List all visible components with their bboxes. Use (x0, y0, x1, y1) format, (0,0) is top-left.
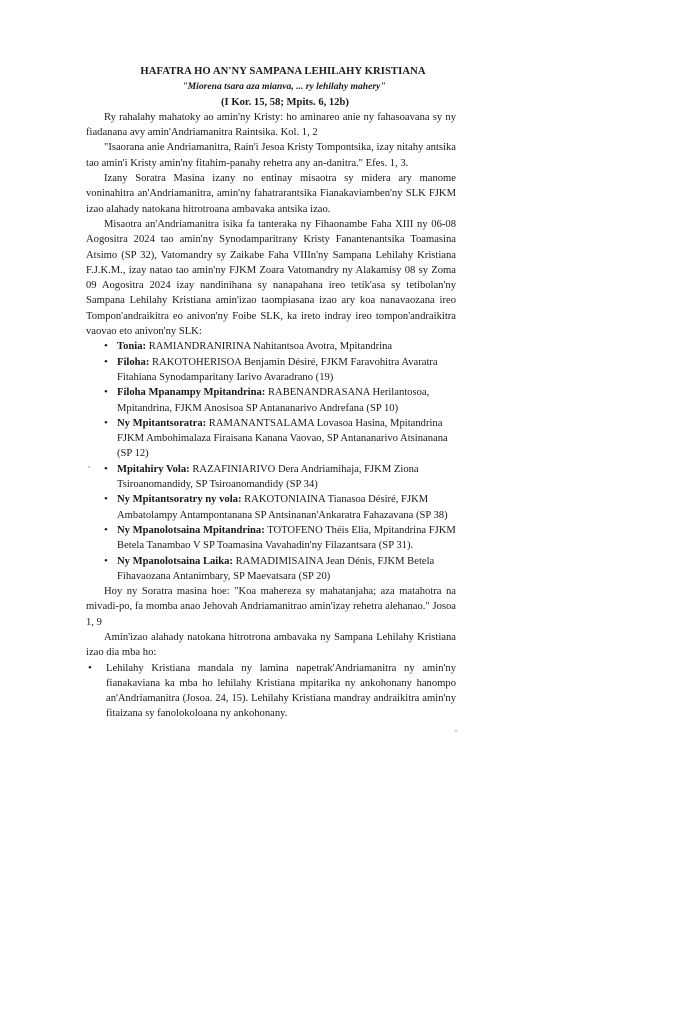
member-detail: RAMADIMISAINA Jean Dénis, FJKM Betela Fihavaozana Antanimbary, SP Maevatsara (SP 20) (117, 555, 435, 582)
leaders-list (86, 339, 456, 584)
list-item (104, 492, 456, 523)
principles-list (86, 661, 456, 722)
closing-verse-paragraph: Hoy ny Soratra masina hoe: "Koa mahereza sy mahatanjaha; aza matahotra na mivadi-po, fa momba anao Jehovah Andriamanitrao amin'izay rehetra alehanao." Josoa 1, 9 (86, 586, 456, 628)
document-body (86, 64, 456, 722)
member-role: Ny Mpanolotsaina Laika: (117, 555, 233, 567)
list-item: • Lehilahy Kristiana mandala ny lamina napetrak'Andriamanitra ny amin'ny fianakaviana ka mba ho lehilahy Kristiana mpitarika ny ankohonany hanompo an'Andriamanitra (Josoa. 24, 15). Lehilahy Kristiana mandray andraikitra amin'ny fitaizana sy fanolokoloana ny ankohonany. (86, 661, 456, 722)
list-item (104, 462, 456, 493)
member-role: Mpitahiry Vola: (117, 463, 190, 475)
member-role: Tonia: (117, 341, 147, 353)
assembly-paragraph: Misaotra an'Andriamanitra isika fa tanteraka ny Fihaonambe Faha XIII ny 06-08 Aogositra 2024 tao amin'ny Synodamparitrany Kristy Fanantenantsika Toamasina Atsimo (SP 32), Vatomandry sy Zaikabe Faha VIIIn'ny Sampana Lehilahy Kristiana F.J.K.M., izay natao tao amin'ny FJKM Zoara Vatomandry ny Alakamisy 08 sy Zoma 09 Aogositra 2024 izay nandinihana sy nanapahana ireo tetik'asa sy tetibolan'ny Sampana Lehilahy Kristiana amin'izao taompiasana izao ary koa nanavaozana ireo Tompon'andraikitra eo anivon'ny Foibe SLK, ka ireto indray ireo tompon'andraikitra vaovao eto anivon'ny SLK: (86, 218, 456, 338)
list-item (104, 554, 456, 585)
bible-reference: (I Kor. 15, 58; Mpits. 6, 12b) (221, 96, 349, 108)
member-detail: RABENANDRASANA Herilantosoa, Mpitandrina, FJKM Anosisoa SP Antananarivo Andrefana (SP 10) (117, 387, 430, 414)
member-role: Ny Mpanolotsaina Mpitandrina: (117, 524, 265, 536)
scripture-quote-paragraph: "Isaorana anie Andriamanitra, Rain'i Jesoa Kristy Tompontsika, izay nitahy antsika tao amin'i Kristy amin'ny fitahim-panahy rehetra any an-danitra." Efes. 1, 3. (86, 142, 456, 169)
greeting-paragraph: Ry rahalahy mahatoky ao amin'ny Kristy: ho aminareo anie ny fahasoavana sy ny fiadanana avy amin'Andriamanitra Raintsika. Kol. 1, 2 (86, 111, 456, 139)
member-detail: TOTOFENO Théis Elia, Mpitandrina FJKM Betela Tanambao V SP Toamasina Vavahadin'ny Filazantsara (SP 31). (117, 524, 456, 552)
member-role: Filoha: (117, 356, 150, 368)
list-item (104, 523, 456, 554)
member-role: Filoha Mpanampy Mpitandrina: (117, 387, 266, 399)
member-role: Ny Mpitantsoratry ny vola: (117, 494, 242, 506)
list-item (104, 339, 456, 354)
member-detail: RAMIANDRANIRINA Nahitantsoa Avotra, Mpitandrina (146, 341, 393, 353)
member-detail: RAKOTOHERISOA Benjamin Désiré, FJKM Faravohitra Avaratra Fitahiana Synodamparitany Iarivo Avaradrano (19) (117, 356, 438, 383)
document-title: HAFATRA HO AN'NY SAMPANA LEHILAHY KRISTIANA (140, 66, 426, 77)
list-item (104, 355, 456, 386)
praise-paragraph: Izany Soratra Masina izany no entinay misaotra sy midera ary manome voninahitra an'Andriamanitra, amin'ny fahatrarantsika Fianakaviamben'ny SLK FJKM izao alahady natokana hitrotroana ambavaka antsika izao. (86, 173, 456, 215)
scan-speck (88, 466, 90, 468)
list-item (104, 385, 456, 416)
member-detail: RAZAFINIARIVO Dera Andriamihaja, FJKM Ziona Tsiroanomandidy, SP Tsiroanomandidy (SP 34) (117, 463, 419, 491)
document-subtitle: "Miorena tsara aza mianva, ... ry lehilahy mahery" (182, 81, 386, 93)
member-detail: RAMANANTSALAMA Lovasoa Hasina, Mpitandrina FJKM Ambohimalaza Firaisana Kanana Vaovao, SP Antananarivo Atsinanana (SP 12) (117, 417, 448, 460)
member-detail: RAKOTONIAINA Tianasoa Désiré, FJKM Ambatolampy Antampontanana SP Antsinanan'Ankaratra Fahazavana (SP 38) (117, 494, 448, 521)
member-role: Ny Mpitantsoratra: (117, 417, 207, 429)
closing-intro-paragraph: Amin'izao alahady natokana hitrotrona ambavaka ny Sampana Lehilahy Kristiana izao dia mba ho: (86, 631, 456, 659)
list-item (104, 416, 456, 462)
scan-speck (455, 730, 457, 732)
